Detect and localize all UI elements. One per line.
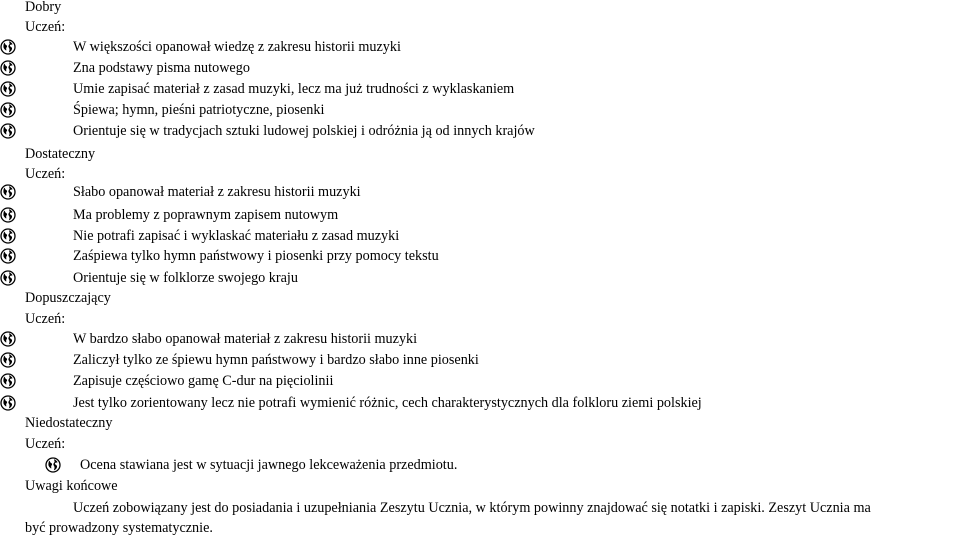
globe-icon <box>0 373 16 389</box>
section-heading: Niedostateczny <box>25 415 113 431</box>
list-item: Zaliczył tylko ze śpiewu hymn państwowy i bardzo słabo inne piosenki <box>73 352 479 368</box>
list-item: Śpiewa; hymn, pieśni patriotyczne, piosenki <box>73 102 325 118</box>
student-label: Uczeń: <box>25 436 66 452</box>
globe-icon <box>0 207 16 223</box>
list-item: Umie zapisać materiał z zasad muzyki, lecz ma już trudności z wyklaskaniem <box>73 81 515 97</box>
student-label: Uczeń: <box>25 311 66 327</box>
list-item: Jest tylko zorientowany lecz nie potrafi wymienić różnic, cech charakterystycznych dla folkloru ziemi polskiej <box>73 395 702 411</box>
student-label: Uczeń: <box>25 19 66 35</box>
list-item: Zapisuje częściowo gamę C-dur na pięciolinii <box>73 373 334 389</box>
final-notes-text-continued: być prowadzony systematycznie. <box>25 520 213 536</box>
section-heading: Dopuszczający <box>25 290 111 306</box>
list-item: W bardzo słabo opanował materiał z zakresu historii muzyki <box>73 331 418 347</box>
globe-icon <box>0 123 16 139</box>
globe-icon <box>0 228 16 244</box>
globe-icon <box>0 39 16 55</box>
globe-icon <box>0 395 16 411</box>
globe-icon <box>0 352 16 368</box>
globe-icon <box>0 184 16 200</box>
list-item: Ocena stawiana jest w sytuacji jawnego lekceważenia przedmiotu. <box>80 457 458 473</box>
list-item: Zna podstawy pisma nutowego <box>73 60 250 76</box>
list-item: Słabo opanował materiał z zakresu historii muzyki <box>73 184 361 200</box>
globe-icon <box>45 457 61 473</box>
section-heading: Dostateczny <box>25 146 96 162</box>
globe-icon <box>0 60 16 76</box>
globe-icon <box>0 331 16 347</box>
list-item: Nie potrafi zapisać i wyklaskać materiału z zasad muzyki <box>73 228 400 244</box>
list-item: W większości opanował wiedzę z zakresu historii muzyki <box>73 39 401 55</box>
list-item: Zaśpiewa tylko hymn państwowy i piosenki przy pomocy tekstu <box>73 248 439 264</box>
list-item: Orientuje się w tradycjach sztuki ludowej polskiej i odróżnia ją od innych krajów <box>73 123 535 139</box>
list-item: Ma problemy z poprawnym zapisem nutowym <box>73 207 339 223</box>
section-heading: Dobry <box>25 0 62 15</box>
globe-icon <box>0 81 16 97</box>
final-notes-text: Uczeń zobowiązany jest do posiadania i uzupełniania Zeszytu Ucznia, w którym powinny znajdować się notatki i zapiski. Zeszyt Ucznia ma <box>73 500 871 516</box>
globe-icon <box>0 270 16 286</box>
globe-icon <box>0 102 16 118</box>
student-label: Uczeń: <box>25 166 66 182</box>
list-item: Orientuje się w folklorze swojego kraju <box>73 270 298 286</box>
globe-icon <box>0 248 16 264</box>
final-notes-heading: Uwagi końcowe <box>25 478 118 494</box>
